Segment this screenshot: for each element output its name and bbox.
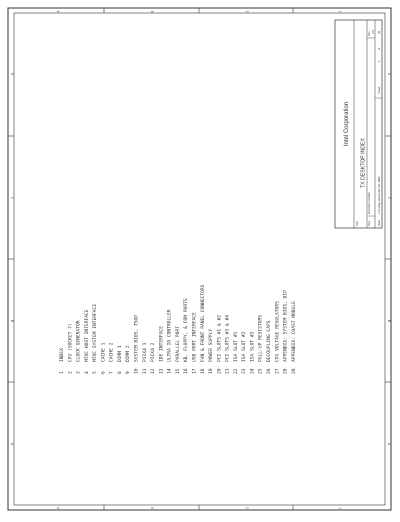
index-entry-number: 29 (291, 368, 297, 374)
zone-right-b: B (387, 319, 391, 323)
index-entry-number: 2 (68, 371, 74, 374)
index-entry-title: ISA SLOT #2 (242, 331, 248, 362)
index-entry-number: 14 (167, 368, 173, 374)
index-entry-number: 27 (275, 368, 281, 374)
index-entry (266, 320, 272, 374)
sheet-title: TX DESKTOP INDEX (360, 138, 367, 188)
index-entry (59, 348, 65, 374)
index-entry-number: 18 (200, 368, 206, 374)
title-block (335, 20, 382, 228)
rev-value: 2.0 (371, 29, 375, 34)
document-number-label: Document Number (368, 192, 371, 214)
size-label: Size (368, 220, 371, 226)
index-entry-number: 12 (151, 368, 157, 374)
index-entry-number: 5 (93, 371, 99, 374)
index-entry (109, 342, 115, 374)
index-entry (134, 315, 140, 374)
index-entry-title: PIIX4 2 (151, 342, 157, 362)
zone-bottom-3: 3 (150, 506, 154, 510)
rev-label: Rev (368, 31, 371, 36)
index-entry-title: ISA SLOT #3 (250, 331, 256, 362)
index-entry (125, 345, 131, 374)
title-label: Title (356, 221, 359, 226)
index-entry (258, 315, 264, 374)
date-value: Thursday, December 18, 1996 (377, 176, 381, 214)
index-entry-number: 16 (184, 368, 190, 374)
index-entry (183, 298, 189, 374)
index-entry-title: PULL-UP RESISTORS (258, 314, 264, 362)
date-label: Date: (377, 219, 381, 226)
index-entry-title: CACHE 1 (101, 342, 107, 362)
index-list (59, 284, 297, 374)
index-entry-number: 1 (60, 371, 65, 374)
index-entry (249, 331, 255, 374)
zone-bottom-2: 2 (245, 506, 249, 510)
index-entry-title: POWER SUPPLY (209, 328, 215, 362)
index-entry (76, 320, 82, 374)
zone-bottom-4: 4 (56, 506, 60, 510)
index-entry-title: PARALLEL PORT (175, 326, 181, 362)
index-entry (92, 304, 98, 374)
index-entry-number: 4 (84, 371, 90, 374)
company-name: Intel Corporation (344, 101, 350, 147)
index-entry-number: 8 (117, 371, 123, 374)
index-entry-number: 20 (217, 368, 223, 374)
zone-right-a: A (387, 442, 391, 446)
zone-top-3: 3 (150, 10, 154, 13)
index-entry-title: USB PORT INTERFACE (192, 312, 198, 362)
zone-right-d: D (387, 72, 391, 76)
index-entry (100, 342, 106, 374)
index-entry (225, 315, 231, 374)
index-entry-title: MTXC HOST INTERFACE (84, 309, 90, 362)
index-entry (150, 342, 156, 374)
index-entry-title: APPENDIX: SYSTEM BIOS, DIP (283, 290, 289, 362)
index-entry-title: DIMM 1 (117, 345, 123, 362)
index-entry-title: SYSTEM BIOS, TSOP (134, 314, 140, 362)
index-entry (208, 329, 214, 374)
of-label: of (377, 47, 381, 50)
index-entry-number: 7 (109, 371, 115, 374)
zone-top-1: 1 (338, 10, 342, 13)
index-entry-number: 24 (250, 368, 256, 374)
index-entry-title: CPU VOLTAGE REGULATORS (275, 301, 281, 362)
zone-top-4: 4 (56, 10, 60, 13)
index-entry-number: 17 (192, 368, 198, 374)
index-entry-number: 10 (134, 368, 140, 374)
index-entry-title: PIIX4 1 (142, 342, 148, 362)
index-entry (233, 331, 239, 374)
index-entry-title: CACHE 2 (109, 342, 115, 362)
index-entry (200, 284, 206, 374)
index-entry-title: CLOCK GENERATOR (76, 320, 82, 362)
index-entry (291, 301, 297, 374)
index-entry (274, 301, 280, 374)
inner-border (14, 13, 385, 505)
index-entry-number: 23 (242, 368, 248, 374)
index-entry-title: MTXC SYSTEM INTERFACE (93, 303, 99, 362)
zone-left-b: B (10, 319, 14, 323)
index-entry-title: FAN & FRONT PANEL CONNECTORS (200, 284, 206, 362)
index-entry-title: PCI SLOTS #1 & #2 (217, 314, 223, 362)
zone-right-c: C (387, 196, 391, 200)
index-entry-title: CPU (SOCKET 7) (68, 323, 74, 362)
index-entry (216, 315, 222, 374)
index-entry-number: 28 (283, 368, 289, 374)
index-entry (117, 345, 123, 374)
zone-left-c: C (10, 196, 14, 200)
zone-left-a: A (10, 442, 14, 446)
index-entry (283, 290, 289, 374)
index-entry-number: 9 (126, 371, 132, 374)
index-entry (241, 331, 247, 374)
zone-ticks (8, 8, 391, 510)
index-entry-number: 26 (267, 368, 272, 374)
index-entry-title: INDEX (60, 348, 65, 362)
zone-top-2: 2 (245, 10, 249, 13)
outer-border (8, 8, 391, 510)
zone-bottom-1: 1 (338, 506, 342, 510)
index-entry-number: 25 (258, 368, 264, 374)
index-entry-number: 3 (76, 371, 82, 374)
index-entry-number: 6 (101, 371, 107, 374)
index-entry (67, 323, 73, 374)
index-entry-title: IDE INTERFACE (159, 326, 165, 362)
index-entry-number: 13 (159, 368, 165, 374)
sheet-total: 29 (377, 30, 381, 34)
index-entry (142, 342, 148, 374)
index-entry-title: PCI SLOTS #3 & #4 (225, 314, 231, 362)
index-entry-number: 19 (209, 368, 215, 374)
index-entry (191, 312, 197, 374)
index-entry-title: DIMM 2 (126, 345, 132, 362)
sheet-label: Sheet (377, 86, 381, 94)
index-entry-number: 11 (142, 368, 148, 374)
index-entry-number: 21 (225, 368, 231, 374)
index-entry (167, 309, 173, 374)
index-entry-title: APPENDIX: COAST MODULE (291, 301, 297, 362)
index-entry (158, 326, 164, 374)
index-entry-number: 15 (175, 368, 181, 374)
index-entry-title: KB, FLOPPY, & COM PORTS (184, 298, 190, 362)
index-entry-title: ULTRA IO CONTROLLER (167, 309, 173, 362)
index-entry (175, 326, 181, 374)
index-entry-title: ISA SLOT #1 (233, 331, 239, 362)
sheet-number: 1 (377, 60, 381, 62)
zone-left-d: D (10, 72, 14, 76)
index-entry-title: DECOUPLING CAPS (267, 320, 272, 362)
index-entry (84, 309, 90, 374)
index-entry-number: 22 (233, 368, 239, 374)
